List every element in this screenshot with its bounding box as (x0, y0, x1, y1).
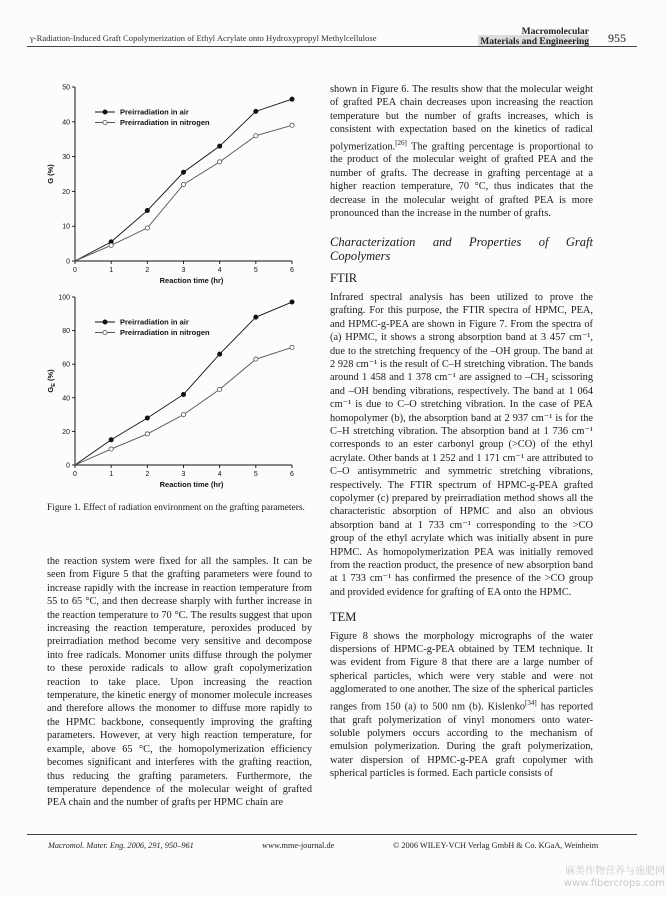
y-tick-label: 50 (62, 84, 70, 92)
y-tick-label: 40 (62, 119, 70, 127)
data-point (218, 387, 222, 391)
footer-citation: Macromol. Mater. Eng. 2006, 291, 950–961 (48, 841, 194, 850)
x-tick-label: 6 (290, 267, 294, 274)
y-tick-label: 20 (62, 428, 70, 436)
data-point (181, 413, 185, 417)
x-tick-label: 0 (73, 267, 77, 274)
legend-marker (103, 110, 107, 114)
data-point (290, 300, 294, 304)
legend-marker (103, 330, 107, 334)
x-axis-label: Reaction time (hr) (159, 276, 224, 285)
x-tick-label: 1 (109, 471, 114, 478)
page-number: 955 (608, 31, 626, 45)
x-tick-label: 3 (181, 471, 186, 478)
data-point (181, 182, 185, 186)
series-line-2 (75, 125, 292, 261)
section-heading-tem: TEM (330, 610, 357, 625)
y-tick-label: 40 (62, 395, 70, 403)
running-title: γ-Radiation-Induced Graft Copolymerization of Ethyl Acrylate onto Hydroxypropyl Methylcellulose (30, 33, 377, 43)
y-tick-label: 10 (62, 223, 70, 231)
data-point (145, 226, 149, 230)
chart-2 (46, 295, 294, 490)
y-axis-label: $G_E$ (%) (46, 369, 57, 393)
data-point (181, 170, 185, 174)
data-point (109, 243, 113, 247)
legend-label: Preirradiation in nitrogen (120, 118, 210, 127)
legend-marker (103, 120, 107, 124)
x-tick-label: 2 (145, 471, 150, 478)
data-point (145, 208, 149, 212)
x-tick-label: 5 (253, 267, 258, 274)
data-point (254, 134, 258, 138)
footer-journal-url[interactable]: www.mme-journal.de (262, 841, 335, 850)
legend-marker (103, 320, 107, 324)
x-tick-label: 3 (181, 267, 186, 274)
journal-name-line2: Materials and Engineering (480, 37, 589, 47)
legend-label: Preirradiation in air (120, 317, 189, 327)
data-point (254, 315, 258, 319)
data-point (218, 160, 222, 164)
x-tick-label: 1 (109, 267, 114, 274)
series-line-2 (75, 347, 292, 465)
x-tick-label: 6 (290, 471, 294, 478)
legend-label: Preirradiation in air (120, 107, 189, 117)
journal-name-line1: Macromolecular (521, 27, 589, 37)
legend-label: Preirradiation in nitrogen (120, 328, 210, 337)
subsection-title: Characterization and Properties of Graft Copolymers (330, 234, 593, 263)
left-paragraph: the reaction system were fixed for all the samples. It can be seen from Figure 5 that the grafting parameters were found to increase rapidly with the increase in reaction temperature from 55 to 65 °C, and then decrease sharply with further increase in the reaction temperature to 70 °C. The results suggest that upon increasing the reaction temperature, peroxides produced by preirradiation method become very sensitive and decompose into free radicals. Monomer units diffuse through the polymer to these peroxide radicals to allow graft copolymerization reaction to take place. Upon increasing the reaction temperature, the kinetic energy of monomer molecule increases and therefore allows the monomer to diffuse more rapidly to the HPMC backbone, consequently improving the grafting parameters. However, at very high reaction temperature, for example, above 65 °C, the homopolymerization efficiency becomes significant and interferes with the grafting reaction, thus reducing the grafting parameters. Furthermore, the temperature dependence of the molecular weight of grafted PEA chain and the number of grafts per HPMC chain are (47, 556, 312, 809)
y-tick-label: 60 (62, 361, 70, 369)
ftir-paragraph: Infrared spectral analysis has been utilized to prove the grafting. For this purpose, the FTIR spectra of HPMC, PEA, and HPMC-g-PEA are shown in Figure 7. From the spectra of (a) HPMC, it shows a strong absorption band at 3 457 cm⁻¹, due to the stretching frequency of the –OH group. The band at 2 928 cm⁻¹ is the result of C–H stretching vibration. The bands around 1 458 and 1 378 cm⁻¹ are assigned to –CH₂ scissoring and –OH bending vibrations, respectively. The band at 1 064 cm⁻¹ is due to C–O stretching vibration. In the case of PEA homopolymer (b), the absorption band at 2 937 cm⁻¹ is for the C–H stretching vibration. The absorption band at 1 736 cm⁻¹ corresponds to an ester carbonyl group (>CO) of the ethyl acrylate. Other bands at 1 252 and 1 171 cm⁻¹ are attributed to C–O antisymmetric and symmetric stretching vibrations, respectively. The FTIR spectrum of HPMC-g-PEA grafted copolymer (c) prepared by preirradiation method shows all the characteristic absorption of HPMC and also an obvious absorption band at 1 733 cm⁻¹ corresponding to the >CO group of the ethyl acrylate which was initially absent in pure HPMC. As homopolymerization PEA was initially removed from the reaction product, the presence of new absorption band at 1 733 cm⁻¹ has confirmed the presence of the >CO group and provided evidence for grafting of EA onto the HPMC. (330, 291, 593, 598)
y-tick-label: 80 (62, 328, 70, 336)
x-tick-label: 2 (145, 267, 150, 274)
data-point (218, 144, 222, 148)
data-point (290, 123, 294, 127)
data-point (254, 357, 258, 361)
footer-copyright: © 2006 WILEY-VCH Verlag GmbH & Co. KGaA, Weinheim (393, 841, 599, 850)
tem-paragraph: Figure 8 shows the morphology micrographs of the water dispersions of HPMC-g-PEA obtained by TEM technique. It was evident from Figure 8 that there are a large number of spherical particles, which were very stable and were not agglomerated to one another. The size of the spherical particles ranges from 150 (a) to 500 nm (b). Kislenko[34] has reported that graft polymerization of vinyl monomers onto water-soluble polymers occurs according to the mechanism of emulsion polymerization. During the graft polymerization, water dispersion of HPMC-g-PEA graft copolymer with spherical particles is formed. Each particle consists of (330, 630, 594, 780)
y-axis-label: G (%) (46, 164, 55, 184)
data-point (109, 447, 113, 451)
y-tick-label: 0 (66, 258, 70, 266)
x-tick-label: 5 (253, 471, 258, 478)
data-point (145, 432, 149, 436)
citation-ref: [26] (395, 138, 407, 147)
right-paragraph-1: shown in Figure 6. The results show that the molecular weight of grafted PEA chain decreases upon increasing the reaction temperature but the number of grafts increases, which is consistent with expectation based on the kinetics of radical polymerization.[26] The grafting percentage is proportional to the product of the molecular weight of grafted PEA and the number of grafts. The decrease in grafting percentage at a higher reaction temperature, 70 °C, thus indicates that the decrease in the molecular weight of grafted PEA is more pronounced than the increase in the number of grafts. (330, 84, 593, 220)
y-tick-label: 100 (58, 294, 70, 302)
data-point (290, 97, 294, 101)
watermark-line1: 麻类作物营养与施肥网 (565, 866, 665, 877)
watermark (555, 866, 665, 890)
data-point (254, 109, 258, 113)
x-axis-label: Reaction time (hr) (159, 480, 224, 489)
watermark-line2: www.fibercrops.com (563, 878, 665, 889)
footer-rule (27, 834, 637, 835)
section-heading-ftir: FTIR (330, 270, 358, 285)
y-tick-label: 0 (66, 462, 70, 470)
figure-caption: Figure 1. Effect of radiation environment on the grafting parameters. (47, 503, 305, 513)
left-column (47, 555, 312, 810)
data-point (218, 352, 222, 356)
citation-ref: [34] (525, 698, 537, 707)
x-tick-label: 4 (217, 267, 222, 274)
y-tick-label: 30 (62, 154, 70, 162)
data-point (290, 345, 294, 349)
x-tick-label: 4 (217, 471, 222, 478)
data-point (145, 416, 149, 420)
data-point (109, 438, 113, 442)
right-column (330, 83, 593, 781)
y-tick-label: 20 (62, 188, 70, 196)
chart-1 (46, 85, 294, 286)
x-tick-label: 0 (73, 471, 77, 478)
data-point (181, 392, 185, 396)
